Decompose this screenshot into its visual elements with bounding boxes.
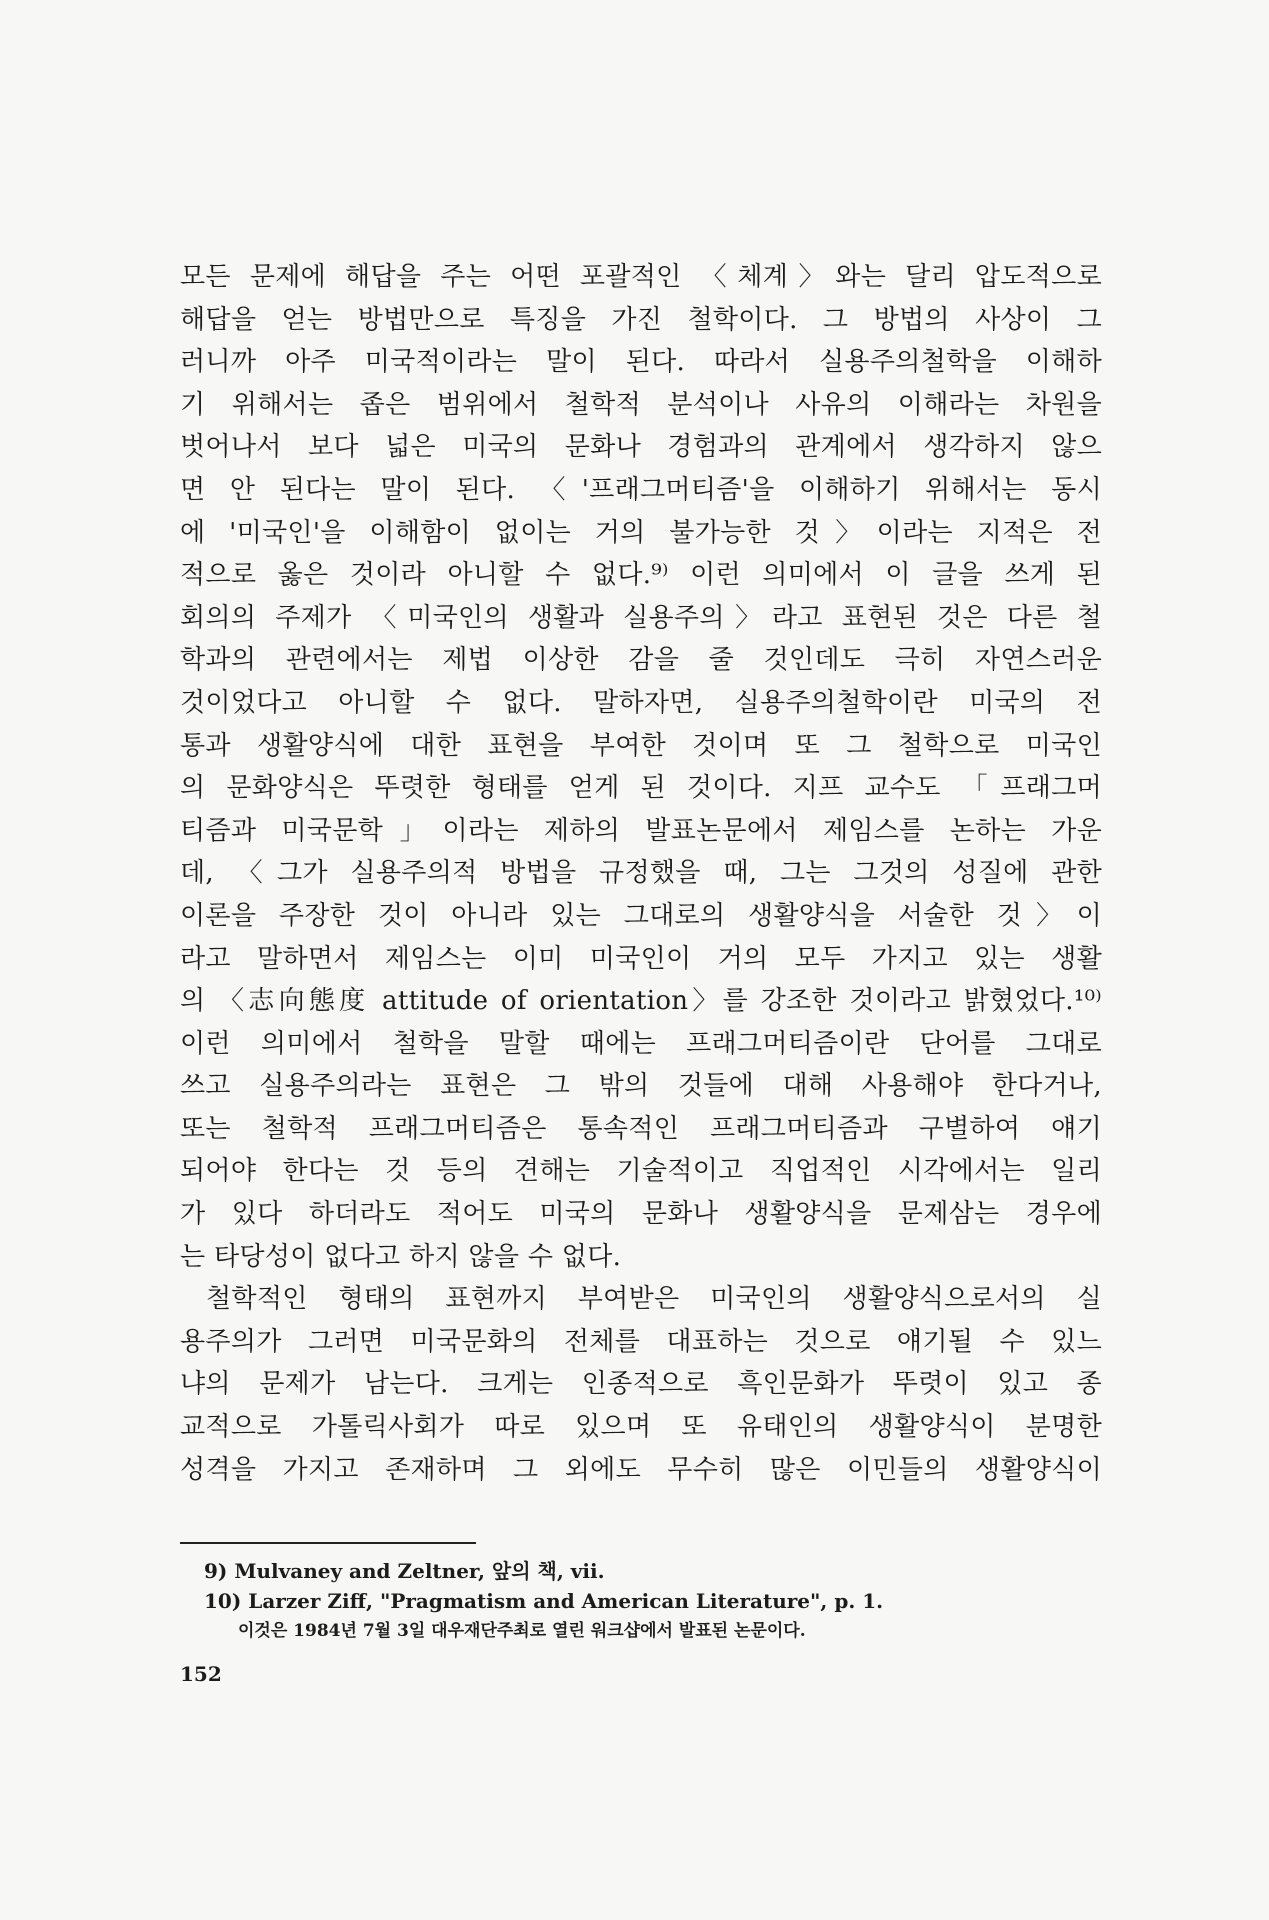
- text-line: 해답을 얻는 방법만으로 특징을 가진 철학이다. 그 방법의 사상이 그: [180, 304, 1102, 335]
- text-line: 적으로 옳은 것이라 아니할 수 없다.⁹⁾ 이런 의미에서 이 글을 쓰게 된: [180, 560, 1102, 591]
- body-text: [180, 256, 1102, 1491]
- text-line: 용주의가 그러면 미국문화의 전체를 대표하는 것으로 얘기될 수 있느: [180, 1326, 1102, 1357]
- text-line: 철학적인 형태의 표현까지 부여받은 미국인의 생활양식으로서의 실: [206, 1284, 1102, 1315]
- text-line: 이런 의미에서 철학을 말할 때에는 프래그머티즘이란 단어를 그대로: [180, 1028, 1102, 1059]
- text-line: 는 타당성이 없다고 하지 않을 수 없다.: [180, 1241, 622, 1272]
- text-line: 데, 〈그가 실용주의적 방법을 규정했을 때, 그는 그것의 성질에 관한: [180, 858, 1102, 889]
- text-line: 러니까 아주 미국적이라는 말이 된다. 따라서 실용주의철학을 이해하: [180, 347, 1102, 378]
- text-line: 성격을 가지고 존재하며 그 외에도 무수히 많은 이민들의 생활양식이: [180, 1454, 1102, 1485]
- text-line: 쓰고 실용주의라는 표현은 그 밖의 것들에 대해 사용해야 한다거나,: [180, 1071, 1102, 1102]
- footnote-9: 9) Mulvaney and Zeltner, 앞의 책, vii.: [204, 1559, 605, 1583]
- text-line: 또는 철학적 프래그머티즘은 통속적인 프래그머티즘과 구별하여 얘기: [180, 1113, 1102, 1144]
- text-line: 면 안 된다는 말이 된다. 〈'프래그머티즘'을 이해하기 위해서는 동시: [180, 474, 1102, 505]
- footnotes: [204, 1556, 1104, 1646]
- text-line: 냐의 문제가 남는다. 크게는 인종적으로 흑인문화가 뚜렷이 있고 종: [180, 1369, 1102, 1400]
- text-line: 회의의 주제가 〈미국인의 생활과 실용주의〉라고 표현된 것은 다른 철: [180, 602, 1102, 633]
- text-line: 되어야 한다는 것 등의 견해는 기술적이고 직업적인 시각에서는 일리: [180, 1156, 1102, 1187]
- footnote-10: 10) Larzer Ziff, "Pragmatism and American Literature", p. 1.: [204, 1589, 884, 1613]
- text-line: 모든 문제에 해답을 주는 어떤 포괄적인 〈체계〉와는 달리 압도적으로: [180, 262, 1102, 292]
- text-line: 것이었다고 아니할 수 없다. 말하자면, 실용주의철학이란 미국의 전: [180, 687, 1102, 718]
- text-line: 의 〈志向態度 attitude of orientation〉를 강조한 것이라고 밝혔었다.¹⁰⁾: [180, 986, 1102, 1017]
- text-line: 라고 말하면서 제임스는 이미 미국인이 거의 모두 가지고 있는 생활: [180, 943, 1102, 974]
- text-line: 의 문화양식은 뚜렷한 형태를 얻게 된 것이다. 지프 교수도 「프래그머: [180, 773, 1102, 804]
- text-line: 교적으로 가톨릭사회가 따로 있으며 또 유태인의 생활양식이 분명한: [180, 1412, 1102, 1443]
- text-line: 벗어나서 보다 넓은 미국의 문화나 경험과의 관계에서 생각하지 않으: [180, 432, 1102, 463]
- text-line: 기 위해서는 좁은 범위에서 철학적 분석이나 사유의 이해라는 차원을: [180, 389, 1102, 420]
- footnote-10-note: 이것은 1984년 7월 3일 대우재단주최로 열린 워크샵에서 발표된 논문이다.: [238, 1621, 806, 1641]
- text-line: 학과의 관련에서는 제법 이상한 감을 줄 것인데도 극히 자연스러운: [180, 645, 1102, 676]
- text-line: 이론을 주장한 것이 아니라 있는 그대로의 생활양식을 서술한 것〉이: [180, 900, 1102, 931]
- text-line: 통과 생활양식에 대한 표현을 부여한 것이며 또 그 철학으로 미국인: [180, 730, 1102, 761]
- page-number: 152: [180, 1662, 222, 1686]
- text-line: 가 있다 하더라도 적어도 미국의 문화나 생활양식을 문제삼는 경우에: [180, 1199, 1102, 1230]
- text-line: 에 '미국인'을 이해함이 없이는 거의 불가능한 것〉이라는 지적은 전: [180, 517, 1102, 548]
- footnote-divider: [180, 1542, 476, 1544]
- text-line: 티즘과 미국문학」이라는 제하의 발표논문에서 제임스를 논하는 가운: [180, 815, 1102, 846]
